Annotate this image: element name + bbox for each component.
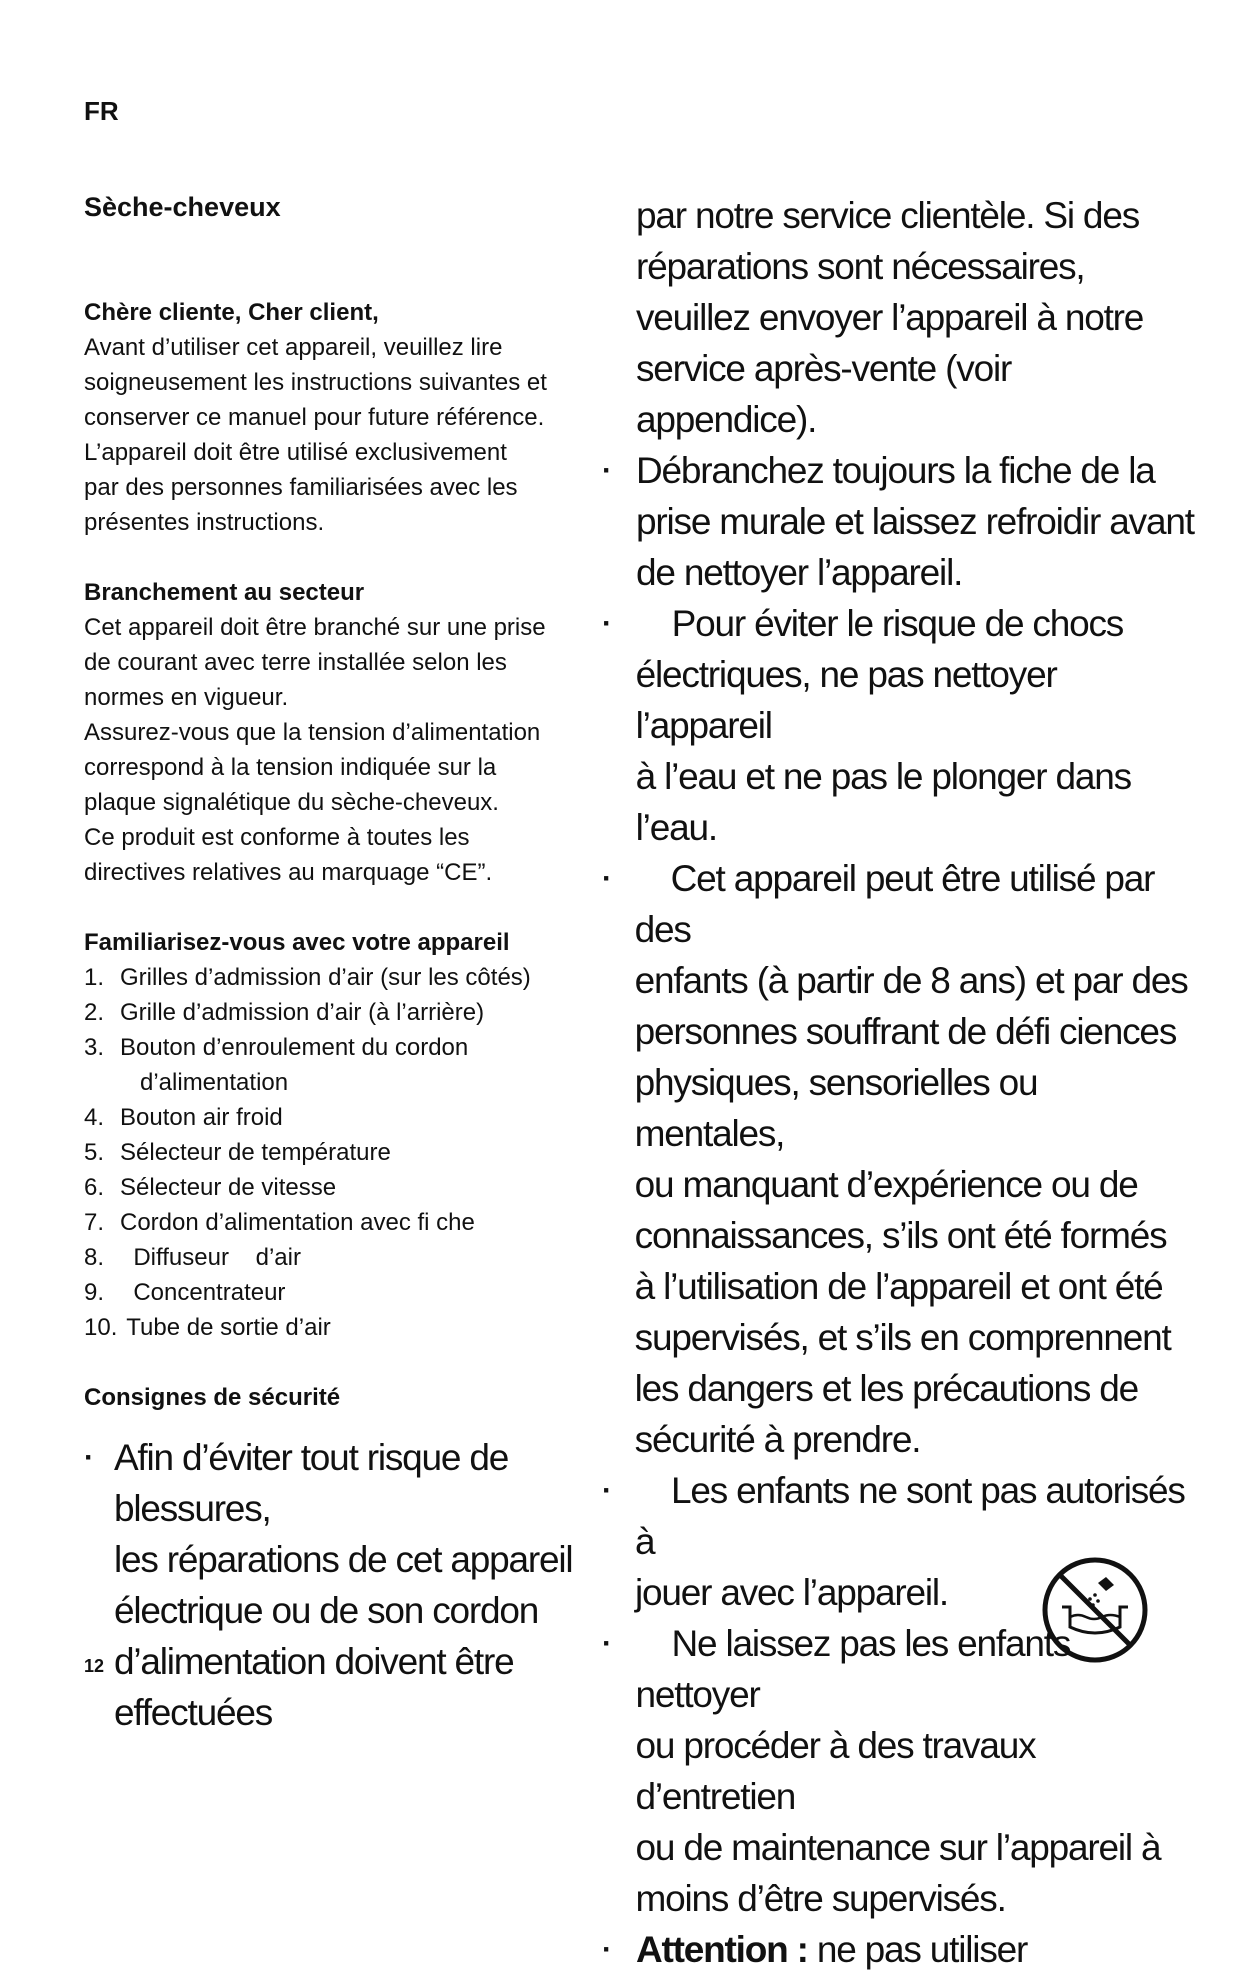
item-number: 8. <box>84 1244 105 1271</box>
bullet-text <box>635 853 1196 1465</box>
left-column <box>84 190 624 1415</box>
bullet-text <box>636 598 1196 853</box>
bullet-text <box>114 1432 644 1738</box>
list-item <box>84 960 624 995</box>
text-line: supervisés, et s’ils en comprennent <box>634 1317 1171 1358</box>
safety-bullet-4 <box>602 853 1196 1465</box>
text-line: Les enfants ne sont pas autorisés à <box>634 1470 1185 1562</box>
text-line: service après-vente (voir appendice). <box>636 348 1012 440</box>
text-line: l’eau. <box>635 807 717 848</box>
list-item <box>84 1030 624 1065</box>
bullet-text <box>636 445 1194 598</box>
item-number: 9. <box>84 1279 105 1306</box>
text-line: Pour éviter le risque de chocs <box>671 603 1124 644</box>
parts-heading: Familiarisez-vous avec votre appareil <box>84 929 510 956</box>
text-line: par des personnes familiarisées avec les <box>84 474 518 501</box>
item-text: Sélecteur de vitesse <box>120 1174 337 1201</box>
language-code: FR <box>84 96 119 126</box>
bullet-dot: · <box>602 1627 611 1660</box>
text-line: jouer avec l’appareil. <box>634 1572 948 1613</box>
item-text: Diffuseur d’air <box>120 1244 301 1271</box>
list-item-continuation <box>84 1065 624 1100</box>
page-title: Sèche-cheveux <box>84 192 281 222</box>
text-line: L’appareil doit être utilisé exclusivement <box>84 439 507 466</box>
greeting-section <box>84 296 624 540</box>
parts-list <box>84 960 624 1345</box>
text-line: ou procéder à des travaux d’entretien <box>635 1725 1036 1817</box>
bullet-row <box>84 1432 644 1738</box>
item-text: Sélecteur de température <box>120 1139 391 1166</box>
item-number: 4. <box>84 1104 105 1131</box>
right-column <box>602 190 1196 1975</box>
text-line: Cet appareil doit être branché sur une prise <box>84 614 546 641</box>
list-item <box>84 1275 624 1310</box>
text-line: connaissances, s’ils ont été formés <box>634 1215 1167 1256</box>
text-line: électrique ou de son cordon <box>113 1590 539 1631</box>
no-water-use-icon <box>1040 1555 1150 1665</box>
text-line: Avant d’utiliser cet appareil, veuillez lire <box>84 334 503 361</box>
text-line: Débranchez toujours la fiche de la <box>636 450 1155 491</box>
text-line: veuillez envoyer l’appareil à notre <box>636 297 1144 338</box>
item-number: 3. <box>84 1034 105 1061</box>
bullet-dot: · <box>602 862 611 895</box>
bullet-text <box>636 1924 1027 1975</box>
attention-text: ne pas utiliser <box>807 1929 1028 1970</box>
text-line: les réparations de cet appareil <box>113 1539 573 1580</box>
safety-heading: Consignes de sécurité <box>84 1384 341 1411</box>
page-number: 12 <box>84 1656 105 1676</box>
text-line: Ce produit est conforme à toutes les <box>84 824 470 851</box>
greeting-text <box>84 330 624 540</box>
text-line: conserver ce manuel pour future référence. <box>84 404 545 431</box>
item-number: 1. <box>84 964 105 991</box>
item-number: 7. <box>84 1209 105 1236</box>
text-line: présentes instructions. <box>84 509 325 536</box>
text-line: directives relatives au marquage “CE”. <box>84 859 493 886</box>
text-line: les dangers et les précautions de <box>634 1368 1139 1409</box>
text-line: soigneusement les instructions suivantes et <box>84 369 547 396</box>
text-line: de courant avec terre installée selon les <box>84 649 507 676</box>
bullet-dot: · <box>602 1933 611 1966</box>
item-text: Concentrateur <box>120 1279 286 1306</box>
text-line: Ne laissez pas les enfants nettoyer <box>635 1623 1071 1715</box>
text-line: Assurez-vous que la tension d’alimentation <box>84 719 541 746</box>
list-item <box>84 1170 624 1205</box>
item-text: d’alimentation <box>140 1069 289 1096</box>
text-line: correspond à la tension indiquée sur la <box>84 754 497 781</box>
text-line: normes en vigueur. <box>84 684 289 711</box>
list-item <box>84 1100 624 1135</box>
safety-bullet-1 <box>84 1432 644 1738</box>
greeting-heading: Chère cliente, Cher client, <box>84 299 379 326</box>
item-number: 10. <box>84 1314 118 1341</box>
item-text: Cordon d’alimentation avec fi che <box>120 1209 475 1236</box>
text-line: moins d’être supervisés. <box>635 1878 1006 1919</box>
bullet-dot: · <box>602 1474 611 1507</box>
safety-bullet-3 <box>602 598 1196 853</box>
continuation-text <box>636 190 1196 445</box>
text-line: prise murale et laissez refroidir avant <box>636 501 1194 542</box>
item-text: Grilles d’admission d’air (sur les côtés) <box>120 964 531 991</box>
text-line: Afin d’éviter tout risque de blessures, <box>113 1437 509 1529</box>
mains-section <box>84 576 624 890</box>
item-number: 2. <box>84 999 105 1026</box>
item-text: Grille d’admission d’air (à l’arrière) <box>120 999 485 1026</box>
item-text: Tube de sortie d’air <box>120 1314 331 1341</box>
item-text: Bouton air froid <box>120 1104 283 1131</box>
bullet-dot: · <box>84 1441 93 1474</box>
text-line: à l’utilisation de l’appareil et ont été <box>634 1266 1163 1307</box>
attention-label: Attention : <box>636 1929 808 1970</box>
text-line: de nettoyer l’appareil. <box>636 552 963 593</box>
list-item <box>84 995 624 1030</box>
list-item <box>84 1135 624 1170</box>
text-line: plaque signalétique du sèche-cheveux. <box>84 789 499 816</box>
list-item <box>84 1205 624 1240</box>
text-line: sécurité à prendre. <box>634 1419 921 1460</box>
list-item <box>84 1310 624 1345</box>
safety-bullet-attention <box>602 1924 1196 1975</box>
bullet-dot: · <box>602 607 611 640</box>
mains-heading: Branchement au secteur <box>84 579 365 606</box>
text-line: réparations sont nécessaires, <box>636 246 1085 287</box>
mains-text <box>84 610 624 890</box>
item-text: Bouton d’enroulement du cordon <box>120 1034 469 1061</box>
text-line: physiques, sensorielles ou mentales, <box>634 1062 1038 1154</box>
text-line: ou de maintenance sur l’appareil à <box>635 1827 1161 1868</box>
bullet-dot: · <box>602 454 611 487</box>
parts-section <box>84 926 624 1345</box>
text-line: par notre service clientèle. Si des <box>636 195 1139 236</box>
text-line: ou manquant d’expérience ou de <box>634 1164 1138 1205</box>
item-number: 5. <box>84 1139 105 1166</box>
text-line: Cet appareil peut être utilisé par des <box>634 858 1155 950</box>
item-number: 6. <box>84 1174 105 1201</box>
list-item <box>84 1240 624 1275</box>
text-line: à l’eau et ne pas le plonger dans <box>635 756 1131 797</box>
safety-bullet-2 <box>602 445 1196 598</box>
text-line: enfants (à partir de 8 ans) et par des <box>634 960 1188 1001</box>
text-line: électriques, ne pas nettoyer l’appareil <box>635 654 1057 746</box>
text-line: personnes souffrant de défi ciences <box>634 1011 1177 1052</box>
text-line: d’alimentation doivent être effectuées <box>113 1641 514 1733</box>
